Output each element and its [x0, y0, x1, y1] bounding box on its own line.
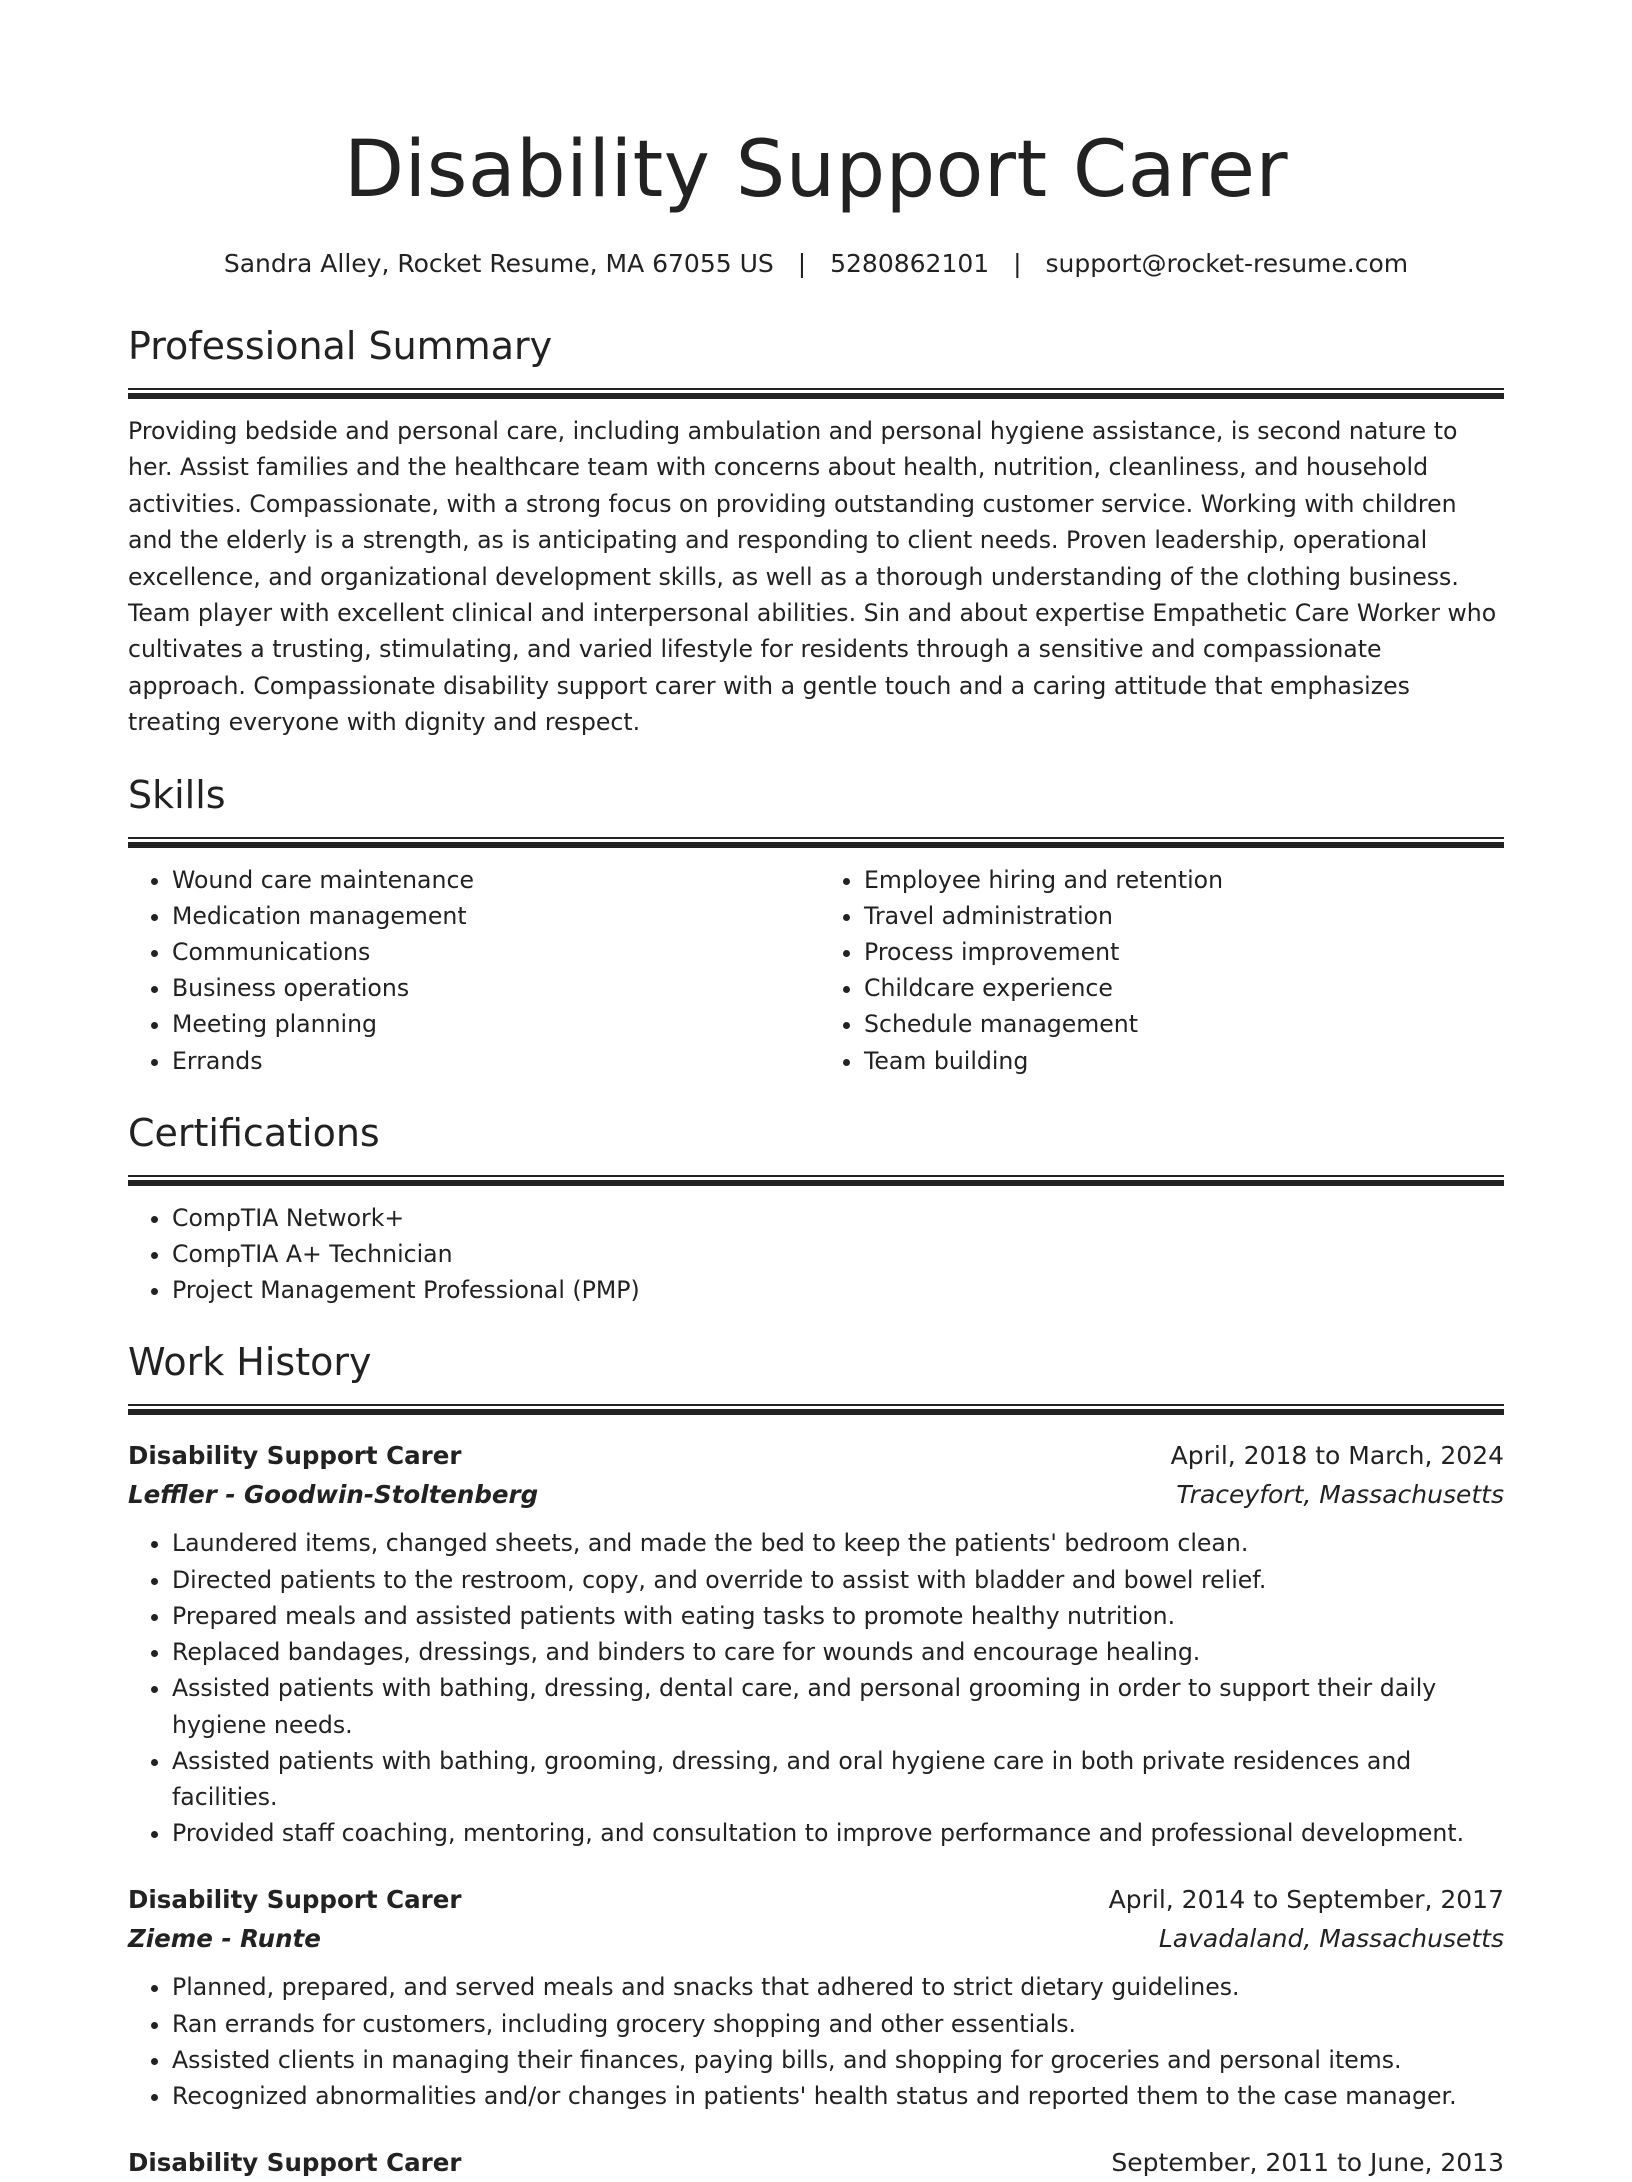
list-item: • Assisted clients in managing their finances, paying bills, and shopping for groceries and personal items. — [172, 2042, 1504, 2078]
list-item: • Errands — [172, 1043, 816, 1079]
job-dates: April, 2014 to September, 2017 — [1108, 1885, 1504, 1915]
list-item: • Replaced bandages, dressings, and binders to care for wounds and encourage healing. — [172, 1634, 1504, 1670]
contact-line — [128, 246, 1504, 282]
list-item: • Assisted patients with bathing, grooming, dressing, and oral hygiene care in both private residences and facilities. — [172, 1743, 1504, 1815]
jobs-list — [128, 1437, 1504, 2182]
job-company-row — [128, 1919, 1504, 1959]
section-divider — [128, 1404, 1504, 1415]
list-item: • Directed patients to the restroom, copy, and override to assist with bladder and bowel relief. — [172, 1562, 1504, 1598]
list-item: • Planned, prepared, and served meals and snacks that adhered to strict dietary guidelines. — [172, 1969, 1504, 2005]
job-entry — [128, 1437, 1504, 1851]
summary-text: Providing bedside and personal care, including ambulation and personal hygiene assistance, is second nature to her. Assist families and the healthcare team with concerns about health, nutrition, cleanliness, and household activities. Compassionate, with a strong focus on providing outstanding customer service. Working with children and the elderly is a strength, as is anticipating and responding to client needs. Proven leadership, operational excellence, and organizational development skills, as well as a thorough understanding of the clothing business. Team player with excellent clinical and interpersonal abilities. Sin and about expertise Empathetic Care Worker who cultivates a trusting, stimulating, and varied lifestyle for residents through a sensitive and compassionate approach. Compassionate disability support carer with a gentle touch and a caring attitude that emphasizes treating everyone with dignity and respect. — [128, 417, 1497, 737]
list-item: • Schedule management — [864, 1006, 1504, 1042]
job-location: Lavadaland, Massachusetts — [1158, 1924, 1504, 1954]
job-company-row — [128, 1475, 1504, 1515]
list-item: • Project Management Professional (PMP) — [172, 1272, 1504, 1308]
section-title: Professional Summary — [128, 324, 553, 368]
job-duties-list — [128, 1969, 1504, 2114]
list-item: • Assisted patients with bathing, dressing, dental care, and personal grooming in order to support their daily hygiene needs. — [172, 1670, 1504, 1742]
section-certifications — [128, 1109, 1504, 1309]
list-item: • Provided staff coaching, mentoring, and consultation to improve performance and professional development. — [172, 1815, 1504, 1851]
list-item: • Meeting planning — [172, 1006, 816, 1042]
job-dates: April, 2018 to March, 2024 — [1170, 1441, 1504, 1471]
job-title: Disability Support Carer — [128, 2148, 462, 2178]
contact-phone: 5280862101 — [830, 249, 990, 278]
list-item: • Team building — [864, 1043, 1504, 1079]
list-item: • Childcare experience — [864, 970, 1504, 1006]
list-item: • Travel administration — [864, 898, 1504, 934]
job-header-row — [128, 1881, 1504, 1919]
job-company: Zieme - Runte — [128, 1924, 321, 1954]
contact-address: Sandra Alley, Rocket Resume, MA 67055 US — [223, 249, 774, 278]
section-title: Certifications — [128, 1110, 380, 1155]
list-item: • CompTIA A+ Technician — [172, 1236, 1504, 1272]
section-title: Skills — [128, 772, 226, 817]
list-item: • CompTIA Network+ — [172, 1200, 1504, 1236]
job-title: Disability Support Carer — [128, 1441, 462, 1471]
section-divider — [128, 837, 1504, 848]
list-item: • Process improvement — [864, 934, 1504, 970]
job-dates: September, 2011 to June, 2013 — [1111, 2148, 1504, 2178]
resume-name: Disability Support Carer — [343, 125, 1289, 215]
skills-grid — [128, 862, 1504, 1079]
list-item: • Wound care maintenance — [172, 862, 816, 898]
section-professional-summary — [128, 322, 1504, 741]
job-location: Traceyfort, Massachusetts — [1176, 1480, 1504, 1510]
job-company: Leffler - Goodwin-Stoltenberg — [128, 1480, 539, 1510]
section-work-history — [128, 1338, 1504, 2182]
list-item: • Prepared meals and assisted patients with eating tasks to promote healthy nutrition. — [172, 1598, 1504, 1634]
list-item: • Ran errands for customers, including grocery shopping and other essentials. — [172, 2006, 1504, 2042]
job-header-row — [128, 1437, 1504, 1475]
contact-separator: | — [797, 249, 807, 278]
list-item: • Business operations — [172, 970, 816, 1006]
job-title: Disability Support Carer — [128, 1885, 462, 1915]
section-title: Work History — [128, 1340, 372, 1385]
skills-left-list — [128, 862, 816, 1079]
list-item: • Communications — [172, 934, 816, 970]
contact-separator: | — [1013, 249, 1022, 278]
list-item: • Employee hiring and retention — [864, 862, 1504, 898]
skills-right-list — [816, 862, 1504, 1079]
contact-email: support@rocket-resume.com — [1045, 249, 1409, 278]
list-item: • Recognized abnormalities and/or changes in patients' health status and reported them to the case manager. — [172, 2078, 1504, 2114]
job-duties-list — [128, 1525, 1504, 1851]
section-divider — [128, 1175, 1504, 1186]
list-item: • Medication management — [172, 898, 816, 934]
job-entry — [128, 1881, 1504, 2114]
section-divider — [128, 388, 1504, 399]
certifications-list — [128, 1200, 1504, 1309]
job-header-row — [128, 2144, 1504, 2182]
job-entry — [128, 2144, 1504, 2182]
list-item: • Laundered items, changed sheets, and made the bed to keep the patients' bedroom clean. — [172, 1525, 1504, 1561]
section-skills — [128, 771, 1504, 1079]
